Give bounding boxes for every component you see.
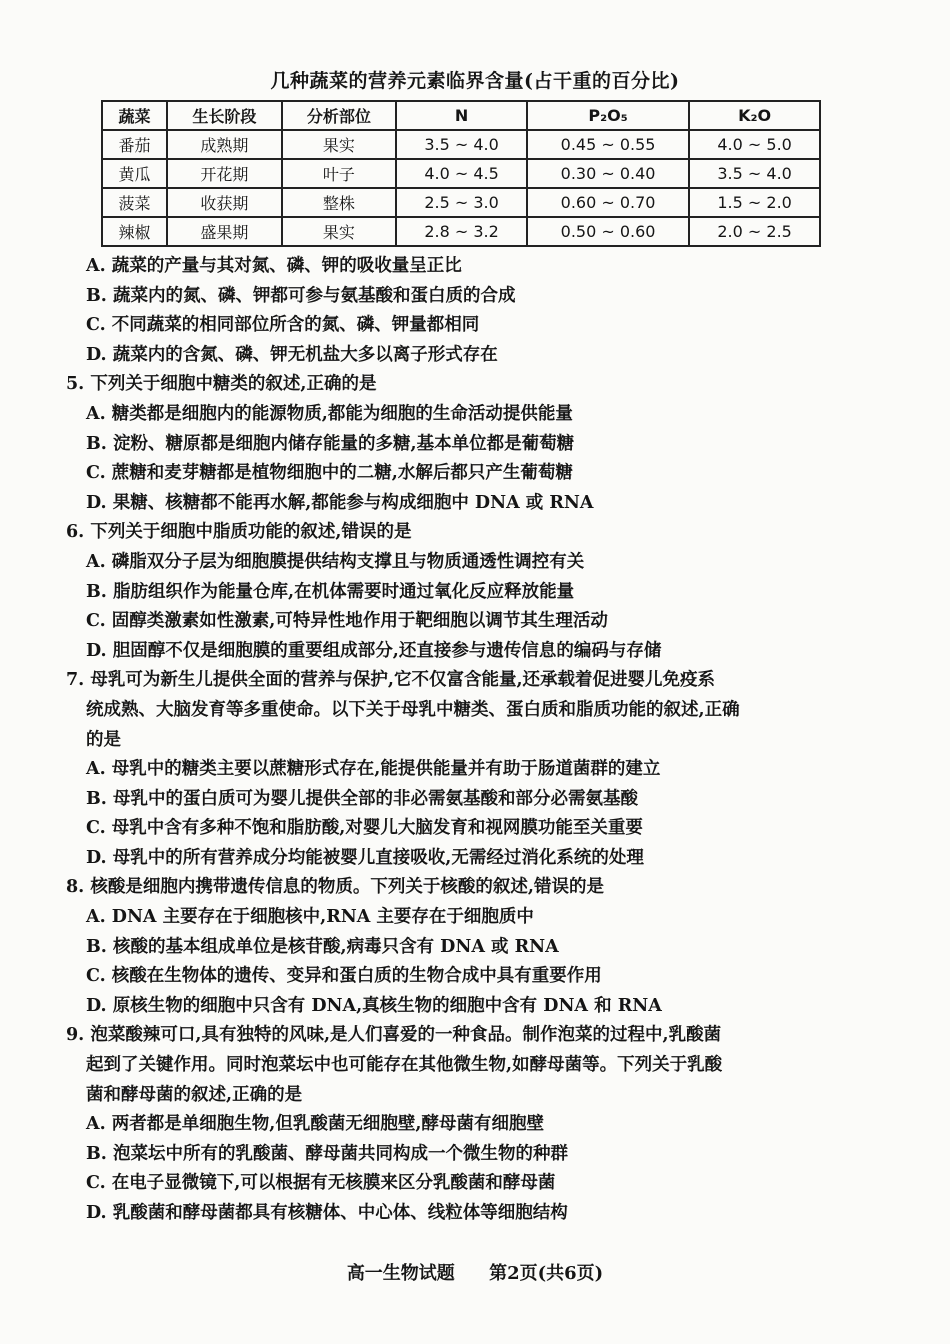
table-cell: 番茄 bbox=[102, 130, 167, 159]
page-footer bbox=[0, 1259, 950, 1285]
header-analysis-part: 分析部位 bbox=[282, 101, 397, 130]
table-cell: 开花期 bbox=[167, 159, 282, 188]
answer-option: B. 核酸的基本组成单位是核苷酸,病毒只含有 DNA 或 RNA bbox=[86, 936, 559, 957]
answer-option: C. 在电子显微镜下,可以根据有无核膜来区分乳酸菌和酵母菌 bbox=[86, 1173, 556, 1194]
table-cell: 2.8 ~ 3.2 bbox=[396, 217, 527, 246]
table-cell: 叶子 bbox=[282, 159, 397, 188]
question-text bbox=[66, 252, 856, 1229]
answer-option: A. 糖类都是细胞内的能源物质,都能为细胞的生命活动提供能量 bbox=[86, 403, 573, 424]
question-continuation: 的是 bbox=[86, 729, 121, 750]
table-header-row bbox=[102, 101, 820, 130]
table-cell: 辣椒 bbox=[102, 217, 167, 246]
question-continuation: 菌和酵母菌的叙述,正确的是 bbox=[86, 1084, 303, 1105]
nutrient-table bbox=[101, 100, 821, 247]
header-n: N bbox=[396, 101, 527, 130]
answer-option: D. 胆固醇不仅是细胞膜的重要组成部分,还直接参与遗传信息的编码与存储 bbox=[86, 640, 662, 661]
answer-option: D. 原核生物的细胞中只含有 DNA,真核生物的细胞中含有 DNA 和 RNA bbox=[86, 995, 662, 1016]
table-title: 几种蔬菜的营养元素临界含量(占干重的百分比) bbox=[270, 70, 680, 92]
table-cell: 2.0 ~ 2.5 bbox=[689, 217, 820, 246]
answer-option: C. 固醇类激素如性激素,可特异性地作用于靶细胞以调节其生理活动 bbox=[86, 611, 608, 632]
table-cell: 成熟期 bbox=[167, 130, 282, 159]
answer-option: C. 核酸在生物体的遗传、变异和蛋白质的生物合成中具有重要作用 bbox=[86, 966, 602, 987]
table-cell: 0.60 ~ 0.70 bbox=[527, 188, 689, 217]
answer-option: A. 两者都是单细胞生物,但乳酸菌无细胞壁,酵母菌有细胞壁 bbox=[86, 1114, 544, 1135]
answer-option: B. 淀粉、糖原都是细胞内储存能量的多糖,基本单位都是葡萄糖 bbox=[86, 433, 575, 454]
table-cell: 1.5 ~ 2.0 bbox=[689, 188, 820, 217]
answer-option: A. 母乳中的糖类主要以蔗糖形式存在,能提供能量并有助于肠道菌群的建立 bbox=[86, 759, 661, 780]
answer-option: A. DNA 主要存在于细胞核中,RNA 主要存在于细胞质中 bbox=[86, 907, 534, 928]
table-cell: 0.45 ~ 0.55 bbox=[527, 130, 689, 159]
header-vegetable: 蔬菜 bbox=[102, 101, 167, 130]
question-stem: 8. 核酸是细胞内携带遗传信息的物质。下列关于核酸的叙述,错误的是 bbox=[66, 877, 604, 898]
answer-option: C. 蔗糖和麦芽糖都是植物细胞中的二糖,水解后都只产生葡萄糖 bbox=[86, 463, 573, 484]
answer-option: B. 脂肪组织作为能量仓库,在机体需要时通过氧化反应释放能量 bbox=[86, 581, 575, 602]
answer-option: C. 不同蔬菜的相同部位所含的氮、磷、钾量都相同 bbox=[86, 315, 480, 336]
answer-option: B. 蔬菜内的氮、磷、钾都可参与氨基酸和蛋白质的合成 bbox=[86, 285, 516, 306]
table-cell: 2.5 ~ 3.0 bbox=[396, 188, 527, 217]
answer-option: A. 蔬菜的产量与其对氮、磷、钾的吸收量呈正比 bbox=[86, 256, 462, 276]
answer-option: D. 乳酸菌和酵母菌都具有核糖体、中心体、线粒体等细胞结构 bbox=[86, 1203, 568, 1223]
table-cell: 黄瓜 bbox=[102, 159, 167, 188]
table-cell: 4.0 ~ 5.0 bbox=[689, 130, 820, 159]
answer-option: D. 母乳中的所有营养成分均能被婴儿直接吸收,无需经过消化系统的处理 bbox=[86, 847, 644, 868]
table-row bbox=[102, 217, 820, 246]
question-stem: 7. 母乳可为新生儿提供全面的营养与保护,它不仅富含能量,还承载着促进婴儿免疫系 bbox=[66, 670, 716, 691]
answer-option: D. 蔬菜内的含氮、磷、钾无机盐大多以离子形式存在 bbox=[86, 344, 498, 365]
header-growth-stage: 生长阶段 bbox=[167, 101, 282, 130]
table-cell: 果实 bbox=[282, 217, 397, 246]
table-cell: 0.30 ~ 0.40 bbox=[527, 159, 689, 188]
table-cell: 盛果期 bbox=[167, 217, 282, 246]
table-cell: 4.0 ~ 4.5 bbox=[396, 159, 527, 188]
table-cell: 菠菜 bbox=[102, 188, 167, 217]
footer-subject: 高一生物试题 bbox=[346, 1263, 455, 1284]
table-row bbox=[102, 188, 820, 217]
question-stem: 9. 泡菜酸辣可口,具有独特的风味,是人们喜爱的一种食品。制作泡菜的过程中,乳酸菌 bbox=[66, 1025, 722, 1046]
question-stem: 6. 下列关于细胞中脂质功能的叙述,错误的是 bbox=[66, 522, 412, 543]
footer-page-number: 第2页(共6页) bbox=[489, 1263, 604, 1284]
header-k2o: K₂O bbox=[689, 101, 820, 130]
answer-option: D. 果糖、核糖都不能再水解,都能参与构成细胞中 DNA 或 RNA bbox=[86, 492, 594, 513]
answer-option: A. 磷脂双分子层为细胞膜提供结构支撑且与物质通透性调控有关 bbox=[86, 551, 585, 572]
answer-option: B. 泡菜坛中所有的乳酸菌、酵母菌共同构成一个微生物的种群 bbox=[86, 1143, 568, 1164]
answer-option: C. 母乳中含有多种不饱和脂肪酸,对婴儿大脑发育和视网膜功能至关重要 bbox=[86, 818, 643, 839]
table-cell: 收获期 bbox=[167, 188, 282, 217]
question-continuation: 起到了关键作用。同时泡菜坛中也可能存在其他微生物,如酵母菌等。下列关于乳酸 bbox=[86, 1055, 723, 1076]
table-cell: 0.50 ~ 0.60 bbox=[527, 217, 689, 246]
header-p2o5: P₂O₅ bbox=[527, 101, 689, 130]
table-row bbox=[102, 159, 820, 188]
table-cell: 整株 bbox=[282, 188, 397, 217]
table-cell: 果实 bbox=[282, 130, 397, 159]
question-stem: 5. 下列关于细胞中糖类的叙述,正确的是 bbox=[66, 374, 377, 395]
table-row bbox=[102, 130, 820, 159]
table-cell: 3.5 ~ 4.0 bbox=[396, 130, 527, 159]
table-cell: 3.5 ~ 4.0 bbox=[689, 159, 820, 188]
question-continuation: 统成熟、大脑发育等多重使命。以下关于母乳中糖类、蛋白质和脂质功能的叙述,正确 bbox=[86, 699, 740, 720]
answer-option: B. 母乳中的蛋白质可为婴儿提供全部的非必需氨基酸和部分必需氨基酸 bbox=[86, 788, 638, 809]
